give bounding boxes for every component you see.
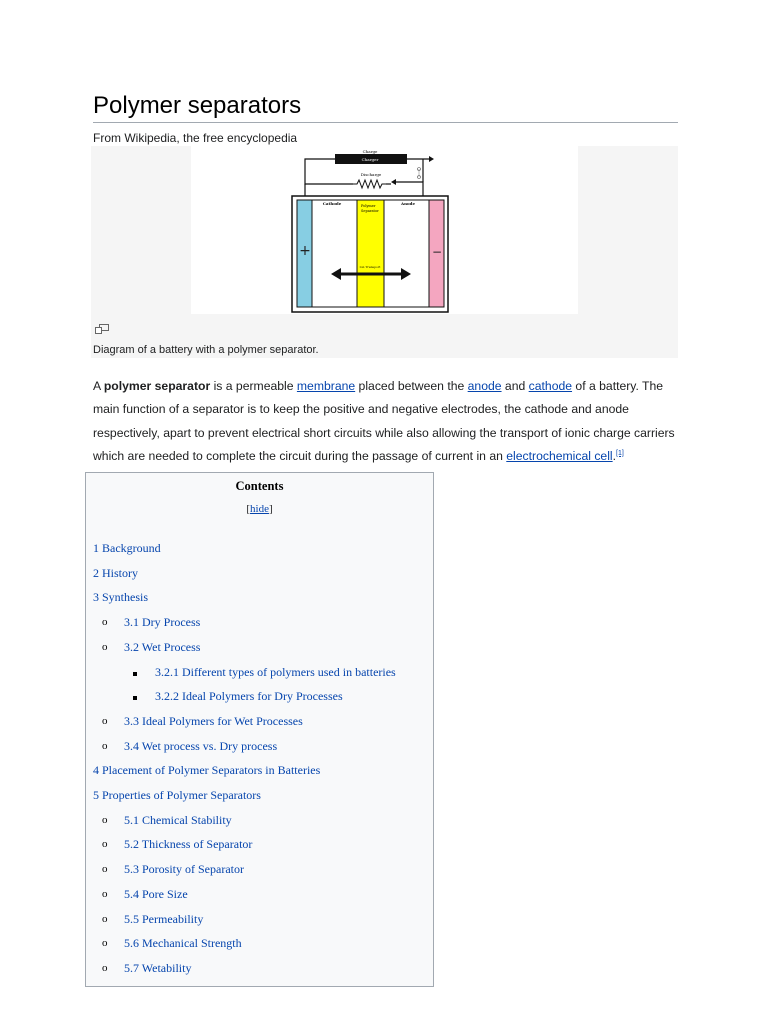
ion-transport-label: Ion Transport: [359, 265, 381, 269]
toc-list: [86, 473, 433, 986]
plus-sign: +: [299, 243, 311, 259]
toc-bullet-circle-icon: o: [102, 616, 108, 629]
toc-link[interactable]: 4 Placement of Polymer Separators in Batteries: [93, 763, 321, 778]
toc-bullet-circle-icon: o: [102, 937, 108, 950]
toc-bullet-circle-icon: o: [102, 863, 108, 876]
charger-label: Charger: [361, 157, 379, 162]
toc-link[interactable]: 2 History: [93, 565, 138, 580]
lead-paragraph: [93, 375, 678, 468]
battery-diagram-svg: [191, 146, 578, 314]
toc-link[interactable]: 5.2 Thickness of Separator: [124, 837, 253, 852]
lead-text: and: [501, 379, 529, 393]
toc-bullet-square-icon: [133, 672, 137, 676]
toc-link[interactable]: 5.6 Mechanical Strength: [124, 936, 242, 951]
discharge-arrow-icon: [391, 179, 396, 185]
link-anode[interactable]: anode: [467, 379, 502, 393]
cathode-label: Cathode: [322, 201, 342, 206]
lead-text: .: [612, 448, 617, 463]
separator-label-1: Polymer: [361, 204, 376, 208]
toc-bullet-circle-icon: o: [102, 838, 108, 851]
toc-link[interactable]: 3.2 Wet Process: [124, 639, 201, 654]
toc-link[interactable]: 3.2.1 Different types of polymers used in batteries: [155, 664, 396, 679]
toc-bullet-circle-icon: o: [102, 961, 108, 974]
tagline: From Wikipedia, the free encyclopedia: [93, 131, 298, 145]
anode-region: [384, 200, 429, 307]
toc-bullet-circle-icon: o: [102, 739, 108, 752]
toc-link[interactable]: 5.7 Wetability: [124, 960, 192, 975]
toc-link[interactable]: 5 Properties of Polymer Separators: [93, 788, 261, 802]
toc-link[interactable]: 5.3 Porosity of Separator: [124, 862, 244, 877]
enlarge-icon[interactable]: [95, 324, 109, 334]
toc-link[interactable]: 3.3 Ideal Polymers for Wet Processes: [124, 713, 303, 728]
toc-link[interactable]: 5.1 Chemical Stability: [124, 812, 232, 827]
toc-link[interactable]: 5.5 Permeability: [124, 911, 204, 926]
toc-link[interactable]: 3 Synthesis: [93, 590, 149, 605]
lead-bold-term: polymer separator: [103, 379, 211, 393]
lead-text: is a permeable: [210, 379, 297, 393]
link-membrane[interactable]: membrane: [296, 379, 356, 393]
polymer-separator: [357, 200, 384, 307]
table-of-contents: [85, 472, 434, 987]
toc-bullet-circle-icon: o: [102, 640, 108, 653]
toc-link[interactable]: 3.1 Dry Process: [124, 615, 201, 630]
resistor-icon: [353, 180, 386, 188]
link-cathode[interactable]: cathode: [528, 379, 573, 393]
separator-label-2: Separator: [361, 209, 379, 213]
page-title: Polymer separators: [93, 90, 678, 123]
toc-bullet-circle-icon: o: [102, 887, 108, 900]
lead-text: placed between the: [355, 379, 468, 393]
lead-text: A: [93, 379, 104, 393]
discharge-label: Discharge: [360, 172, 382, 177]
battery-diagram[interactable]: [191, 146, 578, 314]
toc-hide-link[interactable]: hide: [250, 503, 269, 515]
charge-label: Charge: [362, 149, 378, 154]
toc-link[interactable]: 3.4 Wet process vs. Dry process: [124, 738, 278, 753]
anode-label: Anode: [400, 201, 416, 206]
reference-link[interactable]: [1]: [616, 449, 624, 457]
toc-bracket: ]: [268, 503, 273, 515]
toc-link[interactable]: 3.2.2 Ideal Polymers for Dry Processes: [155, 689, 343, 704]
toc-bullet-square-icon: [133, 696, 137, 700]
toc-bullet-circle-icon: o: [102, 714, 108, 727]
toc-bullet-circle-icon: o: [102, 813, 108, 826]
charge-arrow-icon: [429, 156, 434, 162]
toc-title: Contents: [235, 479, 284, 493]
figure-caption: Diagram of a battery with a polymer separator.: [93, 344, 319, 356]
lead-text: of a battery. The main function of a separator is to keep the positive and negative electrodes, the cathode and anode respectively, apart to prevent electrical short circuits while also allowing the transport of ionic charge carriers which are needed to complete the circuit during the passage of current in an: [93, 379, 675, 463]
toc-link[interactable]: 1 Background: [93, 541, 161, 555]
toc-link[interactable]: 5.4 Pore Size: [124, 886, 188, 901]
cathode-region: [312, 200, 357, 307]
toc-bracket: [: [246, 503, 251, 515]
toc-bullet-circle-icon: o: [102, 912, 108, 925]
minus-sign: −: [431, 245, 443, 259]
figure-box: [91, 146, 678, 358]
link-electrochemical-cell[interactable]: electrochemical cell: [506, 448, 613, 463]
